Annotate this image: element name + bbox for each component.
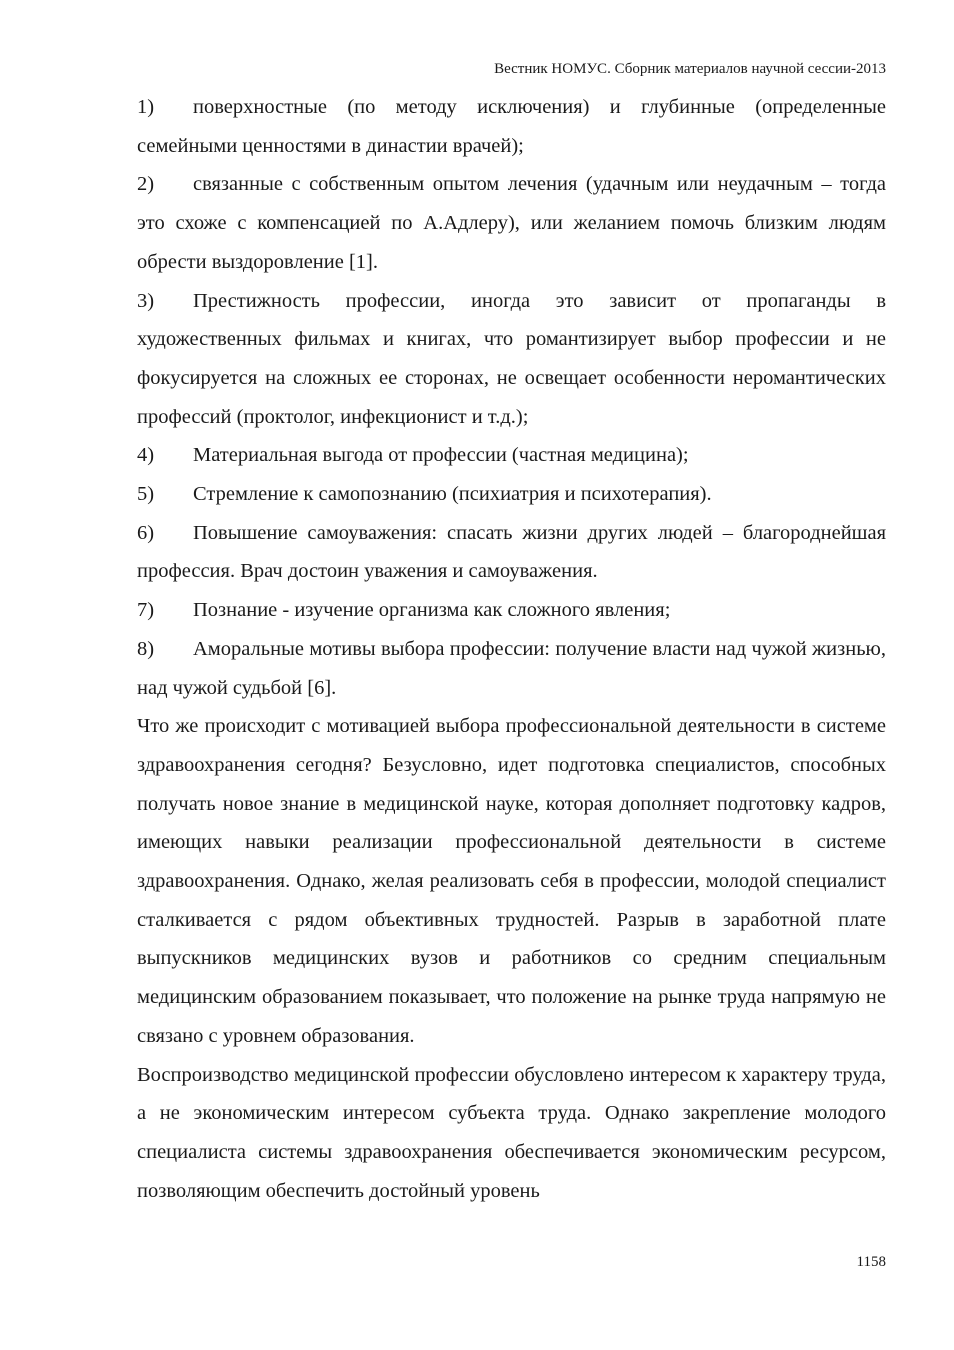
list-item-text: Повышение самоуважения: спасать жизни других людей – благороднейшая профессия. Врач достоин уважения и самоуважения. xyxy=(137,521,886,583)
list-item-number: 8) xyxy=(137,637,155,660)
list-item-number: 6) xyxy=(137,521,155,544)
list-item xyxy=(137,436,886,475)
list-item xyxy=(137,630,886,707)
list-item-number: 2) xyxy=(137,173,155,196)
list-item-number: 3) xyxy=(137,289,155,312)
list-item-number: 1) xyxy=(137,96,155,118)
list-item-text: поверхностные (по методу исключения) и глубинные (определенные семейными ценностями в династии врачей); xyxy=(137,96,886,157)
list-item-text: связанные с собственным опытом лечения (удачным или неудачным – тогда это схоже с компенсацией по А.Адлеру), или желанием помочь близким людям обрести выздоровление [1]. xyxy=(137,173,886,273)
list-item xyxy=(137,282,886,437)
page-number: 1158 xyxy=(856,1254,886,1270)
list-item xyxy=(137,591,886,630)
list-item-number: 5) xyxy=(137,483,155,506)
list-item-text: Познание - изучение организма как сложного явления; xyxy=(193,599,671,622)
paragraph: Что же происходит с мотивацией выбора профессиональной деятельности в системе здравоохранения сегодня? Безусловно, идет подготовка специалистов, способных получать новое знание в медицинской науке, которая дополняет подготовку кадров, имеющих навыки реализации профессиональной деятельности в системе здравоохранения. Однако, желая реализовать себя в профессии, молодой специалист сталкивается с рядом объективных трудностей. Разрыв в заработной плате выпускников медицинских вузов и работников со средним специальным медицинским образованием показывает, что положение на рынке труда напрямую не связано с уровнем образования. xyxy=(137,715,886,1047)
list-item xyxy=(137,475,886,514)
list-item-number: 7) xyxy=(137,599,155,622)
list-item xyxy=(137,88,886,165)
body-text xyxy=(137,88,886,1210)
list-item xyxy=(137,165,886,281)
list-item-text: Стремление к самопознанию (психиатрия и психотерапия). xyxy=(193,483,712,506)
paragraph: Воспроизводство медицинской профессии обусловлено интересом к характеру труда, а не экономическим интересом субъекта труда. Однако закрепление молодого специалиста системы здравоохранения обеспечивается экономическим ресурсом, позволяющим обеспечить достойный уровень xyxy=(137,1063,886,1202)
list-item-text: Аморальные мотивы выбора профессии: получение власти над чужой жизнью, над чужой судьбой [6]. xyxy=(137,637,886,699)
list-item-text: Престижность профессии, иногда это зависит от пропаганды в художественных фильмах и книгах, что романтизирует выбор профессии и не фокусируется на сложных ее сторонах, не освещает особенности неромантических профессий (проктолог, инфекционист и т.д.); xyxy=(137,289,886,428)
running-header: Вестник НОМУС. Сборник материалов научной сессии-2013 xyxy=(494,61,886,77)
list-item-number: 4) xyxy=(137,444,155,467)
list-item-text: Материальная выгода от профессии (частная медицина); xyxy=(193,444,689,467)
list-item xyxy=(137,514,886,591)
